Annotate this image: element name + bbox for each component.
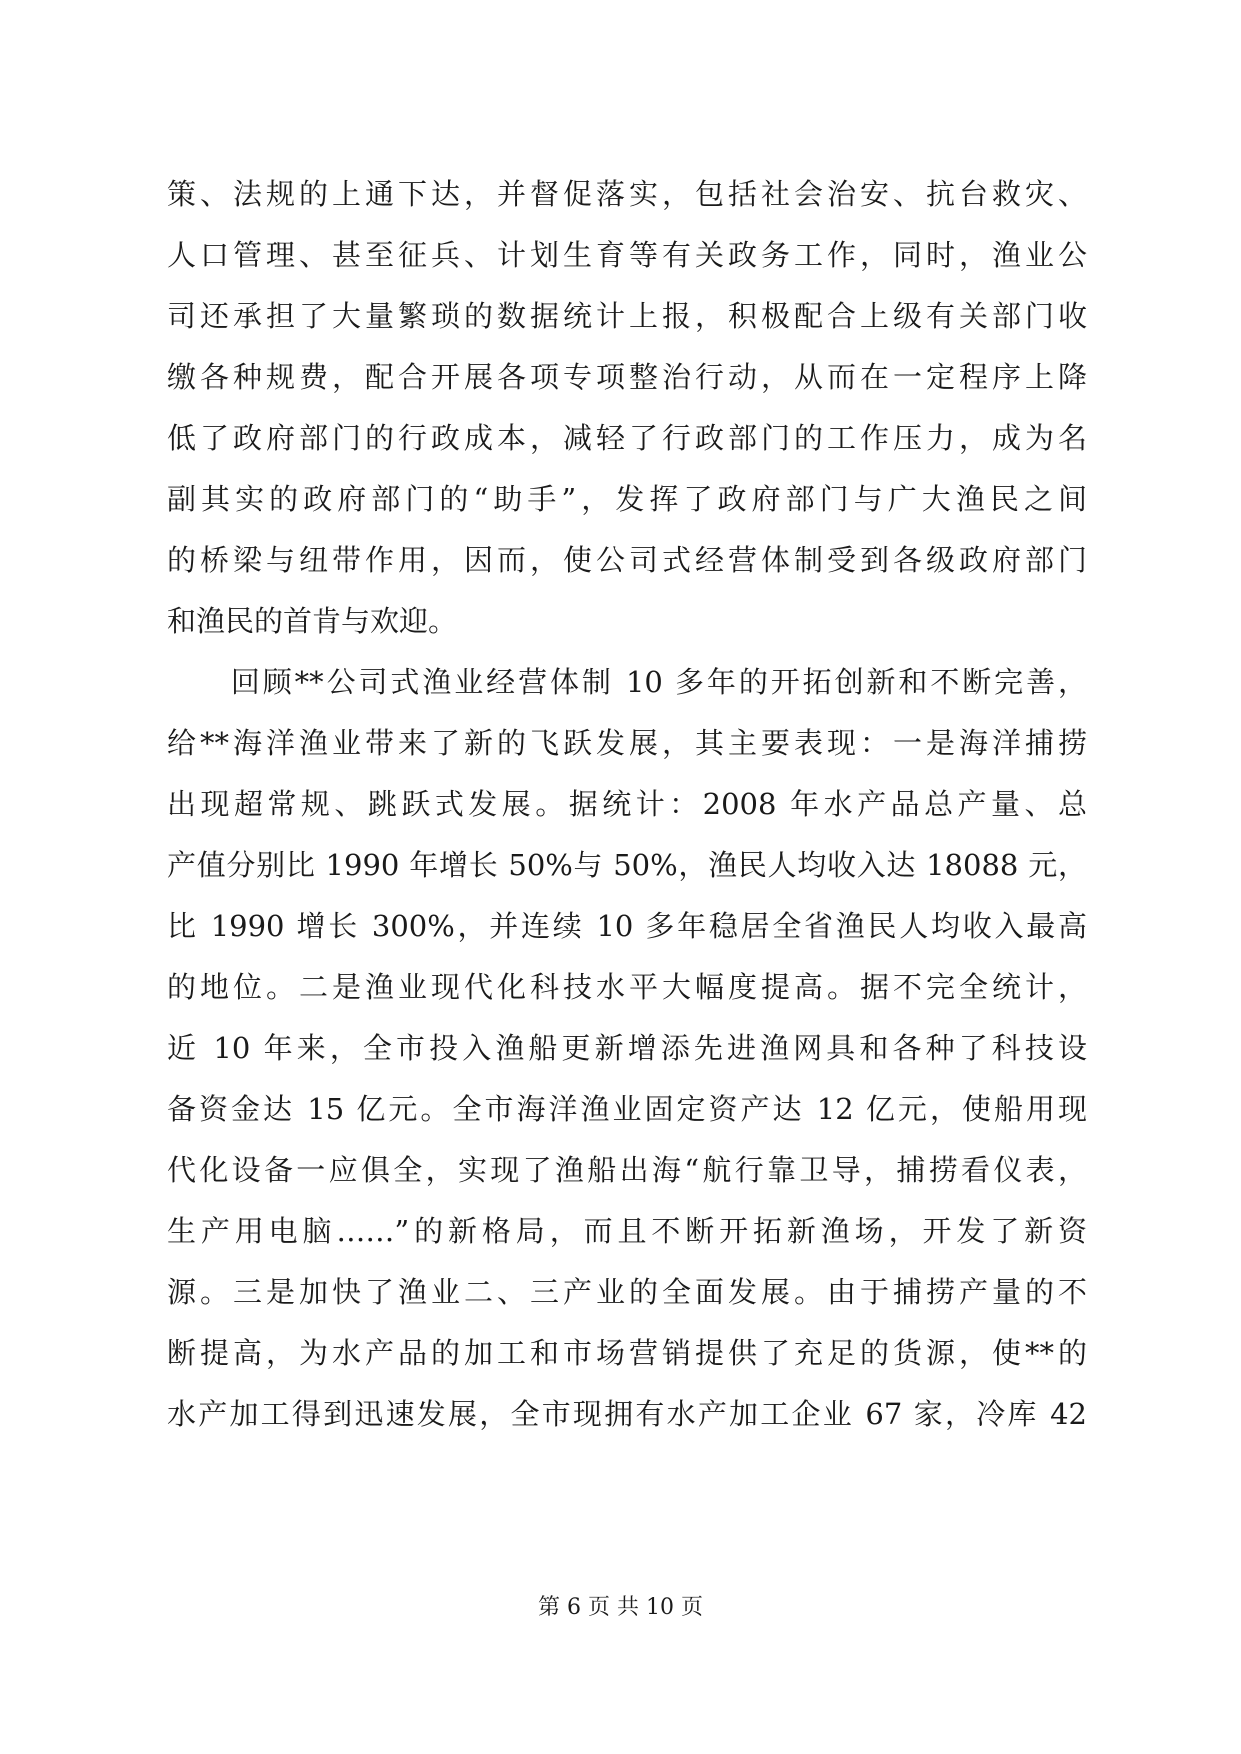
body-text-line: 低了政府部门的行政成本，减轻了行政部门的工作压力，成为名 [167,421,1087,455]
body-text-line: 缴各种规费，配合开展各项专项整治行动，从而在一定程序上降 [167,360,1087,394]
body-text-line: 司还承担了大量繁琐的数据统计上报，积极配合上级有关部门收 [167,299,1087,333]
body-text-line: 备资金达 15 亿元。全市海洋渔业固定资产达 12 亿元，使船用现 [167,1092,1087,1126]
body-text-line: 给**海洋渔业带来了新的飞跃发展，其主要表现：一是海洋捕捞 [167,726,1087,760]
body-text-line: 的桥梁与纽带作用，因而，使公司式经营体制受到各级政府部门 [167,543,1087,577]
body-text-line: 人口管理、甚至征兵、计划生育等有关政务工作，同时，渔业公 [167,238,1087,272]
body-text-line: 生产用电脑……”的新格局，而且不断开拓新渔场，开发了新资 [167,1214,1087,1248]
body-text-line: 和渔民的首肯与欢迎。 [167,604,458,638]
body-text-line: 策、法规的上通下达，并督促落实，包括社会治安、抗台救灾、 [167,177,1087,211]
body-text-line: 副其实的政府部门的“助手”，发挥了政府部门与广大渔民之间 [167,482,1087,516]
body-text-line: 产值分别比 1990 年增长 50%与 50%，渔民人均收入达 18088 元， [167,848,1087,882]
body-text-line: 的地位。二是渔业现代化科技水平大幅度提高。据不完全统计， [167,970,1087,1004]
body-text-line: 水产加工得到迅速发展，全市现拥有水产加工企业 67 家，冷库 42 [167,1397,1087,1431]
body-text-line: 出现超常规、跳跃式发展。据统计：2008 年水产品总产量、总 [167,787,1087,821]
body-text-line: 近 10 年来，全市投入渔船更新增添先进渔网具和各种了科技设 [167,1031,1087,1065]
body-text-line: 断提高，为水产品的加工和市场营销提供了充足的货源，使**的 [167,1336,1087,1370]
page-number-footer: 第 6 页 共 10 页 [538,1595,703,1620]
body-text-line: 源。三是加快了渔业二、三产业的全面发展。由于捕捞产量的不 [167,1275,1087,1309]
body-text-line: 比 1990 增长 300%，并连续 10 多年稳居全省渔民人均收入最高 [167,909,1087,943]
body-text-line: 回顾**公司式渔业经营体制 10 多年的开拓创新和不断完善， [167,665,1087,699]
body-text-line: 代化设备一应俱全，实现了渔船出海“航行靠卫导，捕捞看仪表， [167,1153,1087,1187]
